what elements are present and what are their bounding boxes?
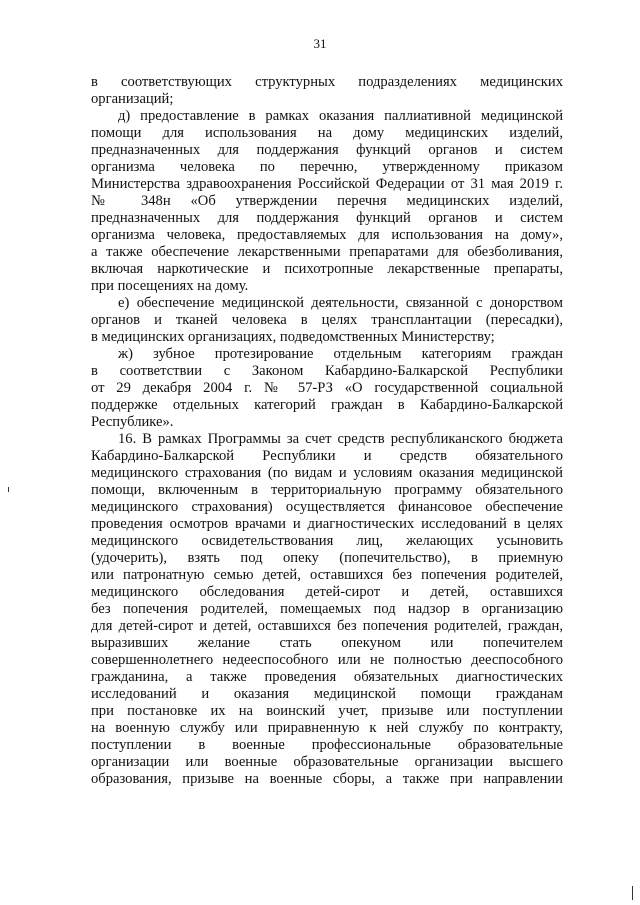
text-line: 16. В рамках Программы за счет средств республиканского бюджета: [118, 431, 563, 447]
text-line: поддержке отдельных категорий граждан в Кабардино-Балкарской: [91, 397, 563, 413]
text-line: № 348н «Об утверждении перечня медицинских изделий,: [91, 193, 563, 209]
text-line: организаций;: [91, 91, 174, 107]
text-line: Министерства здравоохранения Российской Федерации от 31 мая 2019 г.: [91, 176, 563, 192]
text-line: е) обеспечение медицинской деятельности, связанной с донорством: [118, 295, 563, 311]
scan-artifact-right: [632, 886, 633, 900]
text-line: или патронатную семью детей, оставшихся без попечения родителей,: [91, 567, 563, 583]
text-line: без попечения родителей, помещаемых под надзор в организацию: [91, 601, 563, 617]
text-line: организации или военные образовательные организации высшего: [91, 754, 563, 770]
text-line: медицинского страхования (по видам и условиям оказания медицинской: [91, 465, 563, 481]
text-line: гражданина, а также проведения обязательных диагностических: [91, 669, 563, 685]
text-line: помощи для использования на дому медицинских изделий,: [91, 125, 563, 141]
page-number: 31: [313, 36, 327, 51]
scan-artifact-left: [8, 487, 9, 492]
text-line: помощи, включенным в территориальную программу обязательного: [91, 482, 563, 498]
text-line: Республике».: [91, 414, 174, 430]
text-line: при посещениях на дому.: [91, 278, 249, 294]
text-line: (удочерить), взять под опеку (попечительство), в приемную: [91, 550, 563, 566]
text-line: исследований и оказания медицинской помощи гражданам: [91, 686, 563, 702]
text-line: на военную службу или приравненную к ней службу по контракту,: [91, 720, 563, 736]
text-line: предназначенных для поддержания функций органов и систем: [91, 210, 563, 226]
text-line: образования, призыве на военные сборы, а также при направлении: [91, 771, 563, 787]
text-line: организма человека, предоставляемых для использования на дому»,: [91, 227, 563, 243]
document-body: [91, 74, 563, 788]
text-line: в соответствующих структурных подразделениях медицинских: [91, 74, 563, 90]
text-line: д) предоставление в рамках оказания паллиативной медицинской: [118, 108, 563, 124]
text-line: медицинского обследования детей-сирот и детей, оставшихся: [91, 584, 563, 600]
text-line: в медицинских организациях, подведомственных Министерству;: [91, 329, 495, 345]
text-line: для детей-сирот и детей, оставшихся без попечения родителей, граждан,: [91, 618, 563, 634]
text-line: выразивших желание стать опекуном или попечителем: [91, 635, 563, 651]
text-line: в соответствии с Законом Кабардино-Балкарской Республики: [91, 363, 563, 379]
text-line: предназначенных для поддержания функций органов и систем: [91, 142, 563, 158]
text-line: проведения осмотров врачами и диагностических исследований в целях: [91, 516, 563, 532]
text-line: а также обеспечение лекарственными препаратами для обезболивания,: [91, 244, 563, 260]
text-line: медицинского освидетельствования лиц, желающих усыновить: [91, 533, 563, 549]
text-line: органов и тканей человека в целях трансплантации (пересадки),: [91, 312, 563, 328]
text-line: медицинского страхования) осуществляется финансовое обеспечение: [91, 499, 563, 515]
text-line: поступлении в военные профессиональные образовательные: [91, 737, 563, 753]
text-line: при постановке их на воинский учет, призыве или поступлении: [91, 703, 563, 719]
text-line: от 29 декабря 2004 г. № 57-РЗ «О государственной социальной: [91, 380, 563, 396]
text-line: Кабардино-Балкарской Республики и средств обязательного: [91, 448, 563, 464]
text-line: включая наркотические и психотропные лекарственные препараты,: [91, 261, 563, 277]
text-line: ж) зубное протезирование отдельным категориям граждан: [118, 346, 563, 362]
text-line: организма человека по перечню, утвержденному приказом: [91, 159, 563, 175]
text-line: совершеннолетнего недееспособного или не полностью дееспособного: [91, 652, 563, 668]
